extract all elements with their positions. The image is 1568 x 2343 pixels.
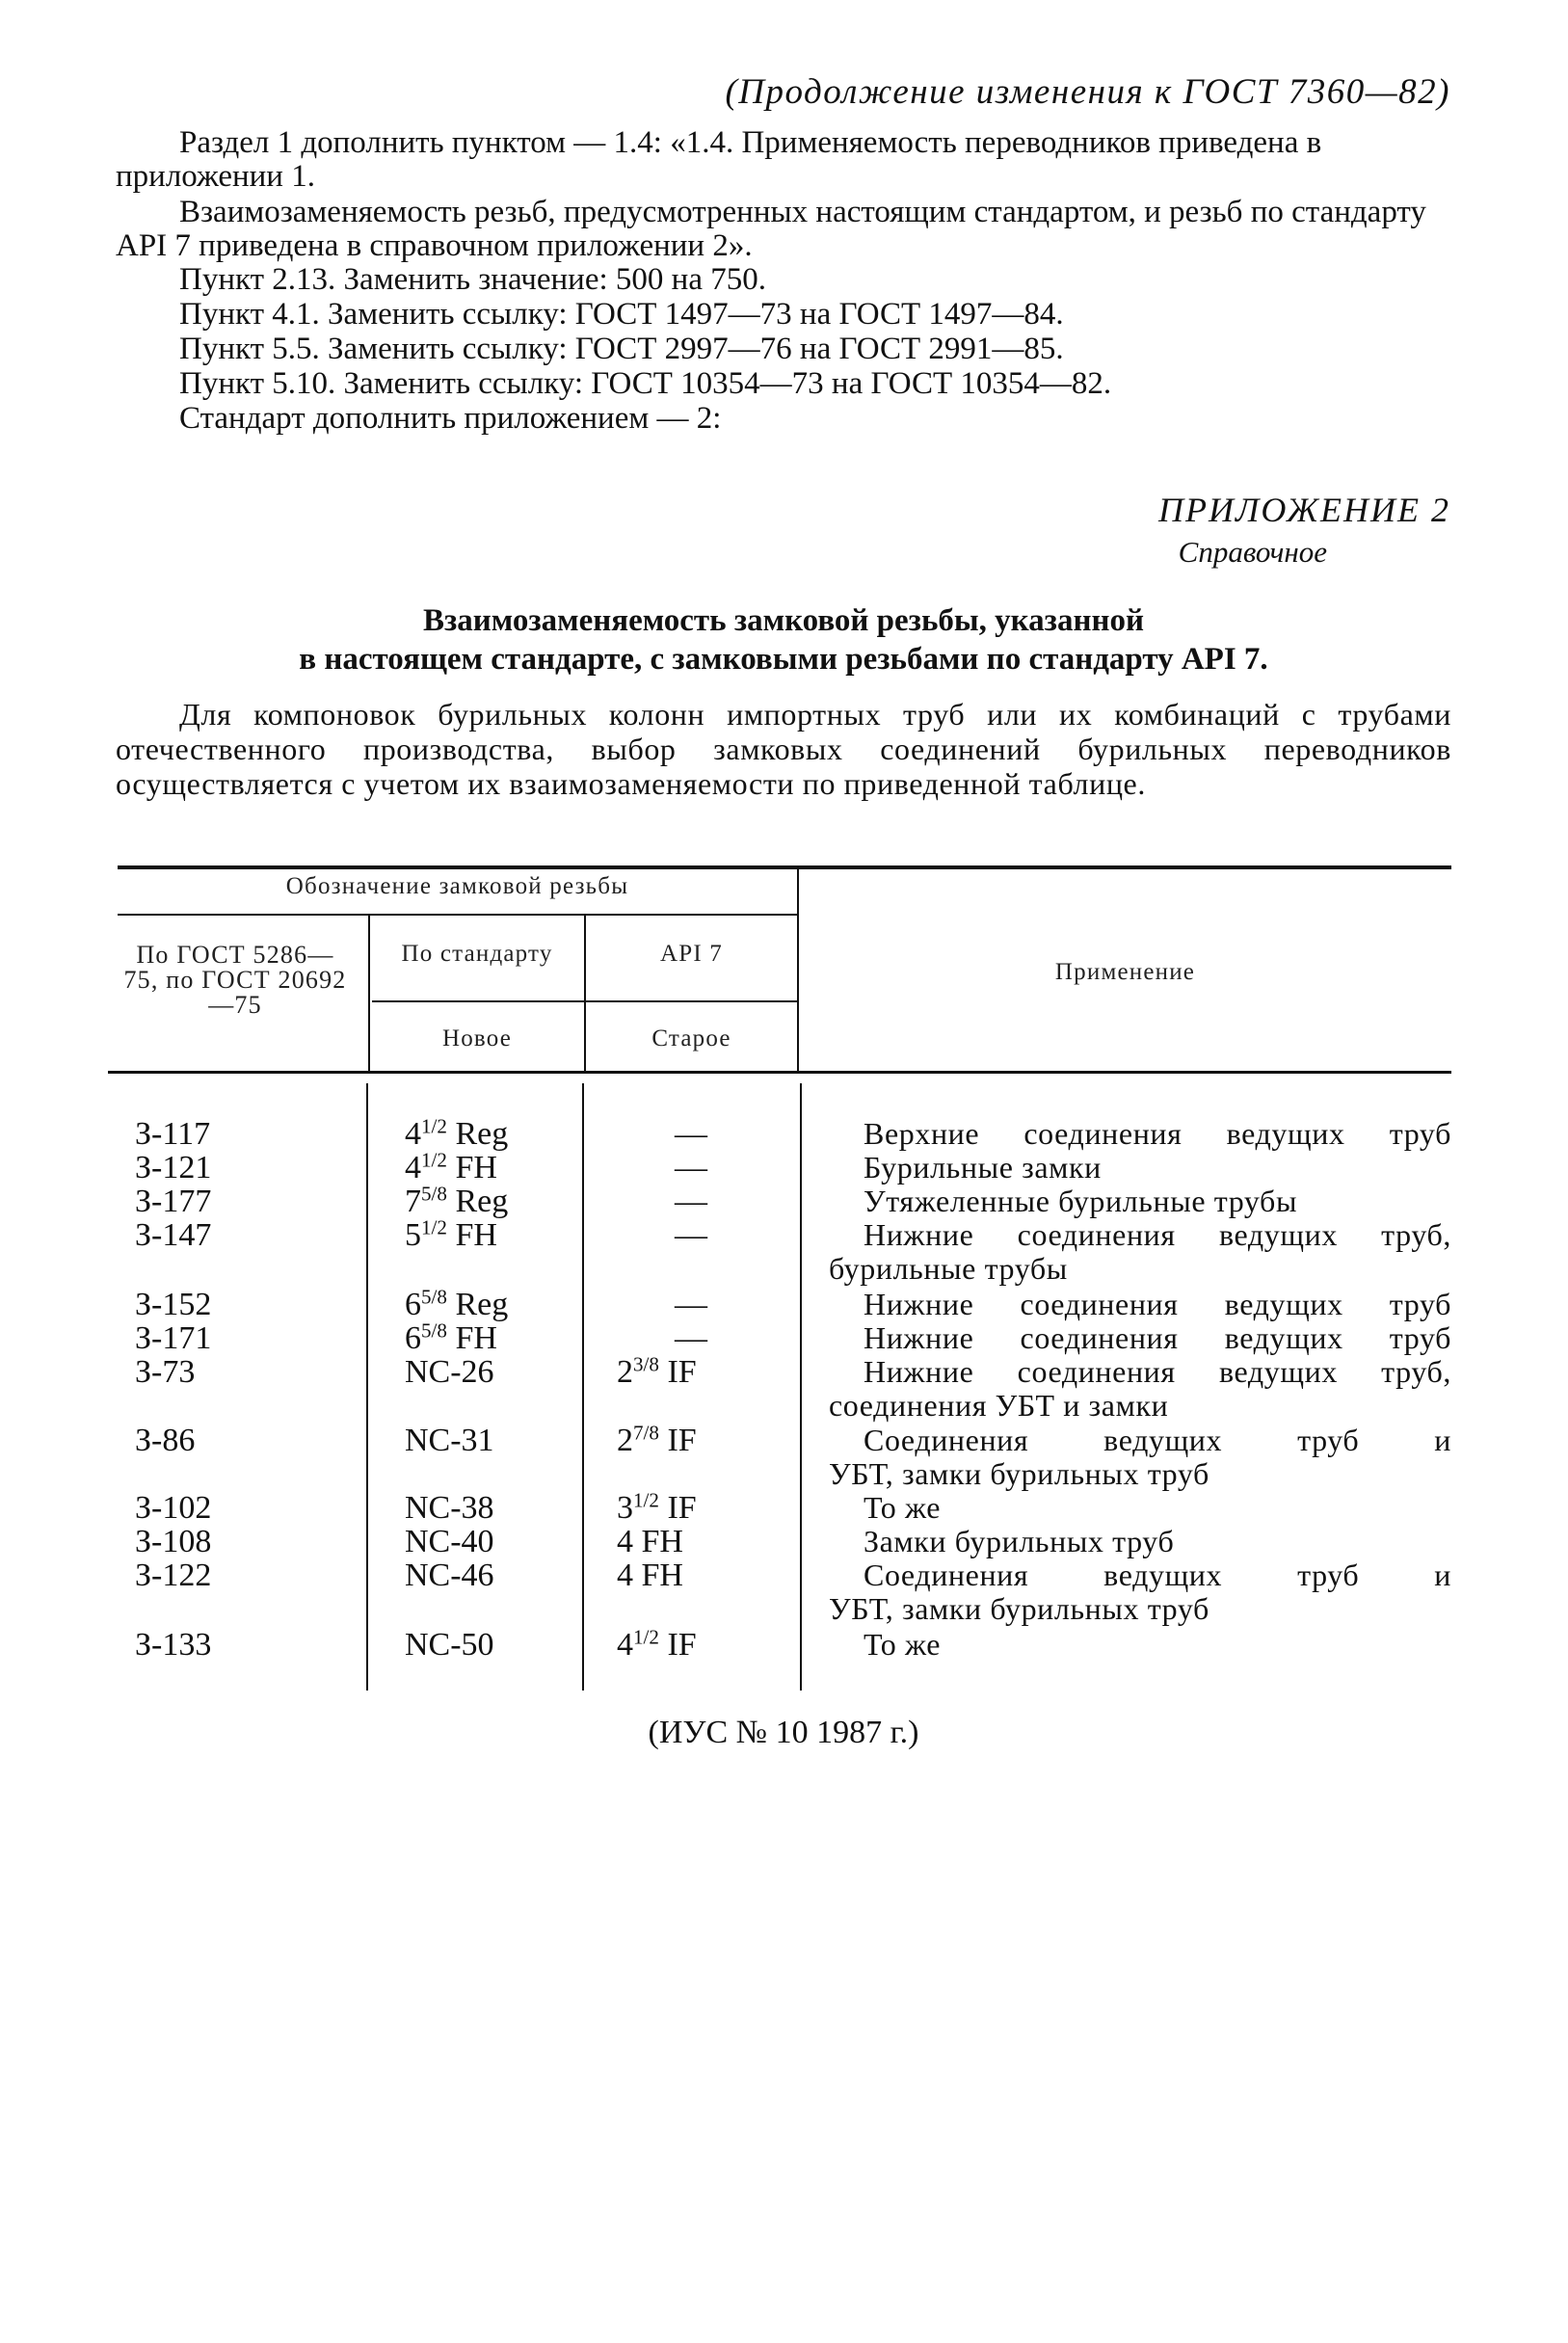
application-line: Нижние соединения ведущих труб,: [864, 1354, 1451, 1389]
cell-new: NC-46: [405, 1558, 494, 1593]
amendment-text: Стандарт дополнить приложением — 2:: [179, 401, 722, 436]
cell-old: —: [675, 1217, 707, 1253]
cell-application: [829, 1151, 1451, 1185]
footer-source: (ИУС № 10 1987 г.): [648, 1715, 919, 1750]
application-line: То же: [864, 1627, 942, 1662]
cell-new: $7^{5/8}$ Reg: [405, 1182, 509, 1219]
application-line: Верхние соединения ведущих труб: [864, 1116, 1451, 1151]
application-line: Замки бурильных труб: [864, 1524, 1175, 1558]
cell-new: NC-50: [405, 1627, 494, 1663]
application-line: Нижние соединения ведущих труб: [864, 1320, 1451, 1355]
cell-application: [829, 1355, 1451, 1423]
table-group-rule: [118, 914, 797, 916]
table-vline-new: [582, 1083, 584, 1691]
amendment-2: [116, 196, 1451, 263]
cell-old: $2^{7/8}$ IF: [617, 1421, 697, 1458]
cell-application: [829, 1491, 1451, 1525]
amendment-5: [116, 333, 1451, 366]
cell-application: [829, 1525, 1451, 1558]
table-vline-gost-head: [368, 916, 370, 1071]
cell-application: [829, 1321, 1451, 1355]
cell-new: $6^{5/8}$ FH: [405, 1318, 497, 1356]
table-header-bottom-rule: [108, 1071, 1451, 1074]
cell-old: —: [675, 1287, 707, 1322]
cell-old: —: [675, 1320, 707, 1356]
cell-gost: З-86: [135, 1423, 196, 1458]
application-line: То же: [864, 1490, 942, 1525]
amendment-1: [116, 126, 1451, 194]
cell-old: 4 FH: [617, 1524, 683, 1559]
cell-gost: З-177: [135, 1184, 212, 1219]
amendment-3: [116, 263, 1451, 297]
cell-old: —: [675, 1116, 707, 1152]
header-group: Обозначение замковой резьбы: [285, 873, 629, 899]
cell-new: NC-31: [405, 1423, 494, 1458]
header-standard: По стандарту: [401, 941, 553, 967]
cell-gost: З-147: [135, 1217, 212, 1253]
appendix-title: [116, 601, 1451, 679]
amendment-text: Пункт 5.5. Заменить ссылку: ГОСТ 2997—76 на ГОСТ 2991—85.: [179, 332, 1064, 366]
cell-new: $6^{5/8}$ Reg: [405, 1285, 509, 1322]
header-api: API 7: [659, 941, 724, 967]
cell-gost: З-117: [135, 1116, 211, 1152]
application-line-cont: соединения УБТ и замки: [829, 1388, 1169, 1423]
application-line: Утяжеленные бурильные трубы: [864, 1184, 1298, 1218]
appendix-intro-text: Для компоновок бурильных колонн импортных труб или их комбинаций с трубами отечественного производства, выбор замковых соединений бурильных переводников осуществляется с учетом их взаимозаменяемости по приведенной таблице.: [116, 697, 1451, 801]
cell-gost: З-121: [135, 1150, 212, 1185]
cell-application: [829, 1218, 1451, 1286]
amendment-4: [116, 298, 1451, 332]
table-vline-gost: [366, 1083, 368, 1691]
cell-new: $5^{1/2}$ FH: [405, 1215, 497, 1253]
cell-application: [829, 1628, 1451, 1662]
cell-gost: З-73: [135, 1354, 196, 1390]
amendment-text: Пункт 4.1. Заменить ссылку: ГОСТ 1497—73 на ГОСТ 1497—84.: [179, 297, 1064, 332]
cell-old: $2^{3/8}$ IF: [617, 1352, 697, 1390]
header-application: Применение: [1054, 959, 1196, 985]
appendix-title-line2: в настоящем стандарте, с замковыми резьбами по стандарту API 7.: [299, 642, 1268, 677]
cell-application: [829, 1288, 1451, 1321]
cell-old: $4^{1/2}$ IF: [617, 1625, 697, 1663]
cell-gost: З-133: [135, 1627, 212, 1663]
amendment-text: Раздел 1 дополнить пунктом — 1.4: «1.4. Применяемость переводников приведена в приложении 1.: [116, 125, 1322, 194]
cell-gost: З-171: [135, 1320, 212, 1356]
cell-application: [829, 1558, 1451, 1626]
application-line-cont: УБТ, замки бурильных труб: [829, 1591, 1209, 1626]
cell-gost: З-108: [135, 1524, 212, 1559]
appendix-sublabel: Справочное: [1178, 535, 1327, 569]
cell-new: $4^{1/2}$ Reg: [405, 1114, 509, 1152]
application-line-cont: УБТ, замки бурильных труб: [829, 1456, 1209, 1491]
appendix-label: ПРИЛОЖЕНИЕ 2: [1158, 491, 1450, 529]
cell-old: $3^{1/2}$ IF: [617, 1488, 697, 1526]
cell-old: 4 FH: [617, 1558, 683, 1593]
header-gost: По ГОСТ 5286—75, по ГОСТ 20692—75: [123, 941, 347, 1019]
cell-new: $4^{1/2}$ FH: [405, 1148, 497, 1185]
cell-gost: З-152: [135, 1287, 212, 1322]
appendix-intro: [116, 697, 1451, 801]
application-line-cont: бурильные трубы: [829, 1251, 1068, 1286]
cell-new: NC-38: [405, 1490, 494, 1526]
cell-application: [829, 1424, 1451, 1491]
amendment-text: Взаимозаменяемость резьб, предусмотренных настоящим стандартом, и резьб по стандарту API 7 приведена в справочном приложении 2».: [116, 195, 1426, 263]
cell-new: NC-40: [405, 1524, 494, 1559]
amendment-text: Пункт 5.10. Заменить ссылку: ГОСТ 10354—73 на ГОСТ 10354—82.: [179, 366, 1112, 401]
amendment-text: Пункт 2.13. Заменить значение: 500 на 750.: [179, 262, 766, 297]
amendment-7: [116, 402, 1451, 436]
table-top-rule: [118, 865, 1451, 869]
cell-gost: З-102: [135, 1490, 212, 1526]
cell-old: —: [675, 1184, 707, 1219]
table-vline-old: [800, 1083, 802, 1691]
cell-old: —: [675, 1150, 707, 1185]
appendix-title-line1: Взаимозаменяемость замковой резьбы, указанной: [423, 603, 1144, 638]
cell-gost: З-122: [135, 1558, 212, 1593]
header-old: Старое: [651, 1025, 731, 1052]
amendment-6: [116, 367, 1451, 401]
cell-application: [829, 1185, 1451, 1218]
cell-new: NC-26: [405, 1354, 494, 1390]
application-line: Нижние соединения ведущих труб,: [864, 1217, 1451, 1252]
application-line: Соединения ведущих труб и: [864, 1423, 1451, 1457]
header-new: Новое: [441, 1025, 513, 1052]
application-line: Соединения ведущих труб и: [864, 1558, 1451, 1592]
application-line: Бурильные замки: [864, 1150, 1102, 1185]
running-head: (Продолжение изменения к ГОСТ 7360—82): [725, 72, 1450, 112]
cell-application: [829, 1117, 1451, 1151]
application-line: Нижние соединения ведущих труб: [864, 1287, 1451, 1321]
